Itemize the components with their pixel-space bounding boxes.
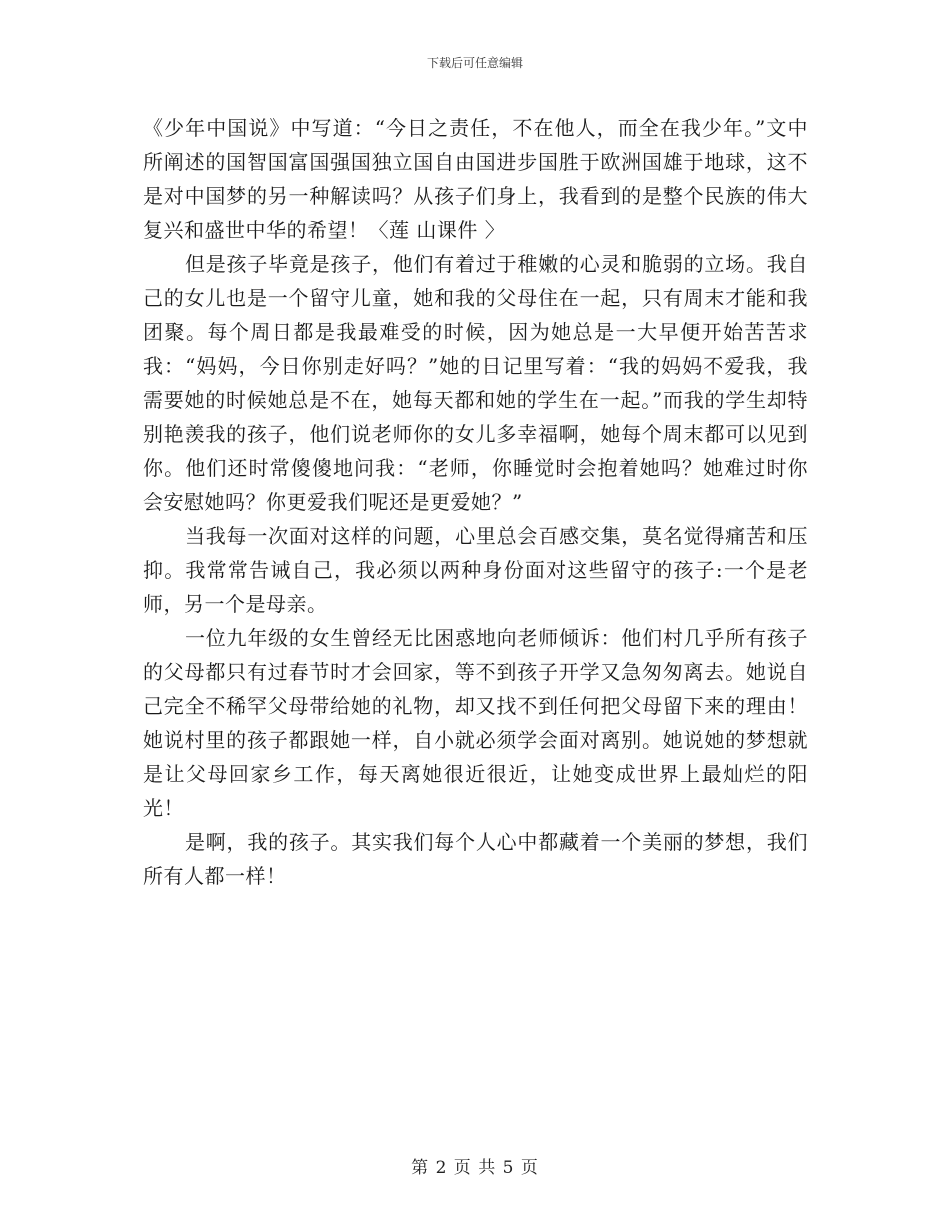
paragraph-5: 是啊，我的孩子。其实我们每个人心中都藏着一个美丽的梦想，我们所有人都一样！ <box>143 830 808 888</box>
paragraph-3: 当我每一次面对这样的问题，心里总会百感交集，莫名觉得痛苦和压抑。我常常告诫自己，我必须以两种身份面对这些留守的孩子:一个是老师，另一个是母亲。 <box>143 524 808 616</box>
document-body <box>143 111 808 893</box>
paragraph-2: 但是孩子毕竟是孩子，他们有着过于稚嫩的心灵和脆弱的立场。我自己的女儿也是一个留守儿童，她和我的父母住在一起，只有周末才能和我团聚。每个周日都是我最难受的时候，因为她总是一大早便开始苦苦求我：“妈妈，今日你别走好吗？”她的日记里写着：“我的妈妈不爱我，我需要她的时候她总是不在，她每天都和她的学生在一起。”而我的学生却特别艳羡我的孩子，他们说老师你的女儿多幸福啊，她每个周末都可以见到你。他们还时常傻傻地问我：“老师，你睡觉时会抱着她吗？她难过时你会安慰她吗？你更爱我们呢还是更爱她？” <box>143 252 808 514</box>
paragraph-4: 一位九年级的女生曾经无比困惑地向老师倾诉：他们村几乎所有孩子的父母都只有过春节时才会回家，等不到孩子开学又急匆匆离去。她说自己完全不稀罕父母带给她的礼物，却又找不到任何把父母留下来的理由！她说村里的孩子都跟她一样，自小就必须学会面对离别。她说她的梦想就是让父母回家乡工作，每天离她很近很近，让她变成世界上最灿烂的阳光！ <box>143 626 808 820</box>
paragraph-1: 《少年中国说》中写道：“今日之责任，不在他人，而全在我少年。”文中所阐述的国智国富国强国独立国自由国进步国胜于欧洲国雄于地球，这不是对中国梦的另一种解读吗？从孩子们身上，我看到的是整个民族的伟大复兴和盛世中华的希望！〈莲 山课件 〉 <box>143 116 808 242</box>
page-number: 第 2 页 共 5 页 <box>411 1158 539 1178</box>
page-header: 下载后可任意编辑 <box>426 56 523 70</box>
